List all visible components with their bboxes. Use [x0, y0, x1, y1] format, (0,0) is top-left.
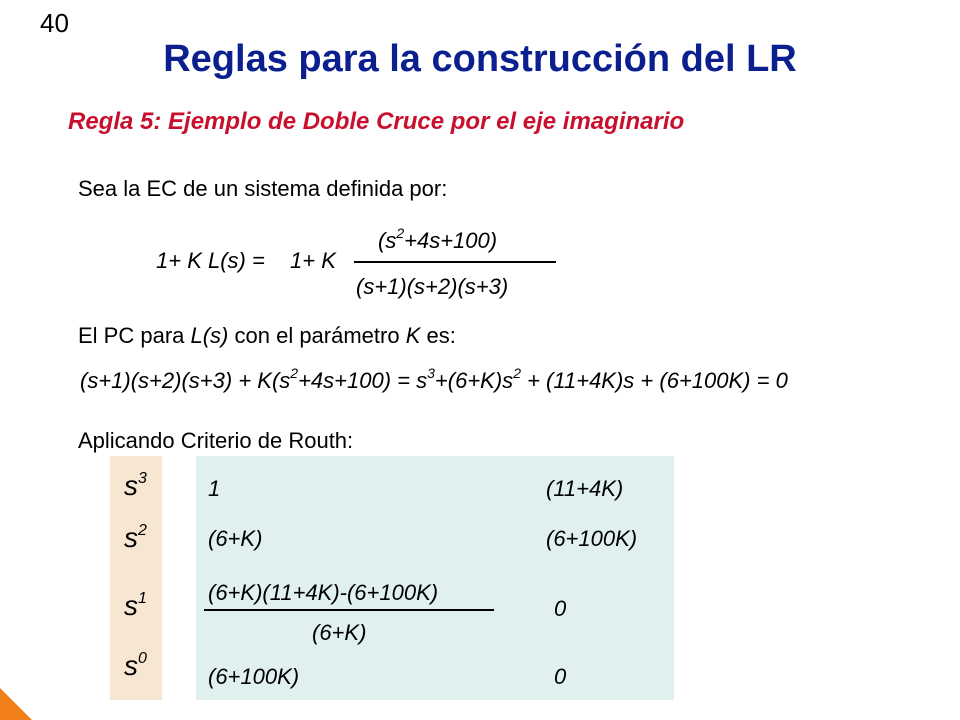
ec-lhs: 1+ K L(s) = — [156, 248, 265, 273]
routh-r2-c2: (6+100K) — [546, 526, 638, 551]
pc-text: El PC para L(s) con el parámetro K es: — [78, 323, 456, 348]
routh-label-s3: $s^3$ — [124, 470, 147, 501]
ec-rhs-prefix: 1+ K — [290, 248, 336, 273]
routh-row-labels — [110, 456, 162, 700]
slide-subtitle: Regla 5: Ejemplo de Doble Cruce por el eje imaginario — [68, 108, 685, 135]
routh-r1-c1: 1 — [208, 476, 221, 501]
routh-r3-fraction-line — [204, 609, 494, 611]
routh-intro: Aplicando Criterio de Routh: — [78, 428, 354, 453]
routh-r3-numerator: (6+K)(11+4K)-(6+100K) — [208, 580, 439, 605]
intro-text: Sea la EC de un sistema definida por: — [78, 176, 448, 201]
slide-title: Reglas para la construcción del LR — [163, 38, 797, 80]
routh-r3-c2: 0 — [554, 596, 567, 621]
ec-numerator: $(s^2+4s+100)$ — [378, 225, 498, 253]
routh-r3-denominator: (6+K) — [312, 620, 367, 645]
routh-label-s0: $s^0$ — [124, 650, 147, 681]
routh-r1-c2: (11+4K) — [546, 476, 624, 501]
routh-r2-c1: (6+K) — [208, 526, 263, 551]
routh-label-s1: $s^1$ — [124, 590, 147, 621]
routh-label-s2: $s^2$ — [124, 522, 147, 553]
pc-equation: $(s+1)(s+2)(s+3) + K(s^2+4s+100) = s^3+(6+K)s^2 + (11+4K)s + (6+100K) = 0$ — [80, 365, 788, 393]
corner-accent — [0, 688, 32, 720]
ec-fraction-line — [354, 261, 556, 263]
slide-number: 40 — [40, 8, 69, 38]
routh-r4-c1: (6+100K) — [208, 664, 300, 689]
routh-r4-c2: 0 — [554, 664, 567, 689]
ec-denominator: (s+1)(s+2)(s+3) — [356, 274, 509, 299]
routh-table — [196, 456, 674, 700]
